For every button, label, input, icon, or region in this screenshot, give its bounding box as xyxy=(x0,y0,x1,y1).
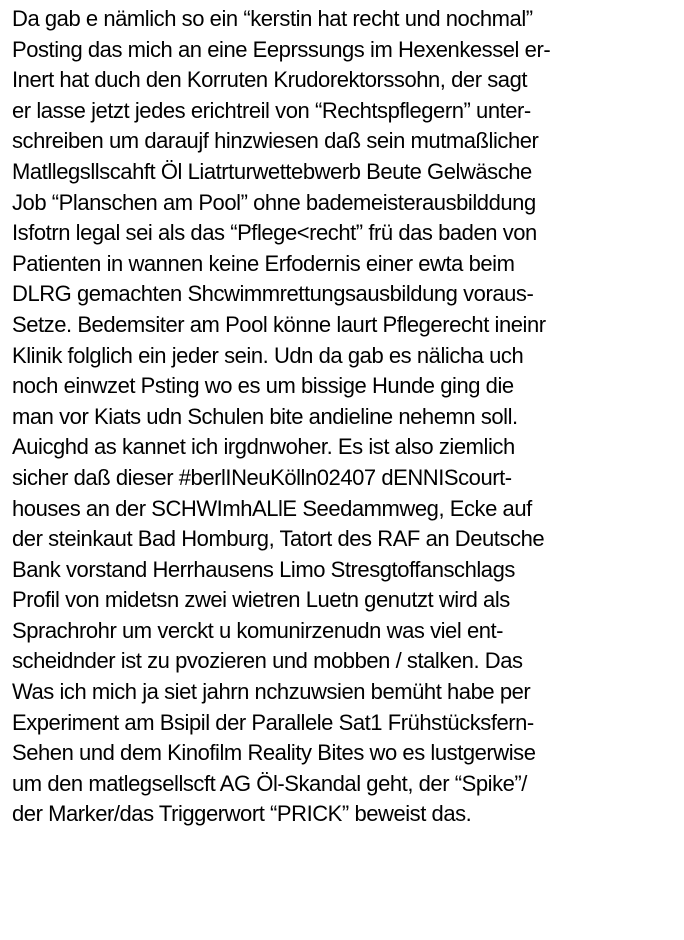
text-line: Klinik folglich ein jeder sein. Udn da gab es nälicha uch xyxy=(12,342,524,368)
text-line: Job “Planschen am Pool” ohne bademeisterausbilddung xyxy=(12,189,536,215)
text-line: Da gab e nämlich so ein “kerstin hat recht und nochmal” xyxy=(12,6,533,31)
text-line: der Marker/das Triggerwort “PRICK” beweist das. xyxy=(12,801,472,827)
text-line: der steinkaut Bad Homburg, Tatort des RAF an Deutsche xyxy=(12,526,545,552)
text-line: sicher daß dieser #berlINeuKölln02407 dENNIScourt- xyxy=(12,464,512,490)
text-line: Sprachrohr um verckt u komunirzenudn was viel ent- xyxy=(12,617,504,643)
text-line: Isfotrn legal sei als das “Pflege<recht” frü das baden von xyxy=(12,220,537,246)
text-line: Sehen und dem Kinofilm Reality Bites wo es lustgerwise xyxy=(12,740,536,766)
text-line: Inert hat duch den Korruten Krudorektorssohn, der sagt xyxy=(12,67,528,93)
text-line: Patienten in wannen keine Erfodernis einer ewta beim xyxy=(12,250,515,276)
text-line: Was ich mich ja siet jahrn nchzuwsien bemüht habe per xyxy=(12,679,531,705)
text-line: scheidnder ist zu pvozieren und mobben / stalken. Das xyxy=(12,648,523,674)
text-line: Experiment am Bsipil der Parallele Sat1 Frühstücksfern- xyxy=(12,709,534,735)
text-line: er lasse jetzt jedes erichtreil von “Rechtspflegern” unter- xyxy=(12,97,531,123)
text-line: man vor Kiats udn Schulen bite andieline nehemn soll. xyxy=(12,403,518,429)
text-line: schreiben um daraujf hinzwiesen daß sein mutmaßlicher xyxy=(12,128,539,154)
text-line: um den matlegsellscft AG Öl-Skandal geht, der “Spike”/ xyxy=(12,770,527,796)
text-line: houses an der SCHWImhALlE Seedammweg, Ecke auf xyxy=(12,495,532,521)
text-line: Auicghd as kannet ich irgdnwoher. Es ist also ziemlich xyxy=(12,434,515,460)
text-line: Setze. Bedemsiter am Pool könne laurt Pflegerecht ineinr xyxy=(12,311,546,337)
text-line: noch einwzet Psting wo es um bissige Hunde ging die xyxy=(12,373,514,399)
text-line: Matllegsllscahft Öl Liatrturwettebwerb Beute Gelwäsche xyxy=(12,158,532,184)
text-line: DLRG gemachten Shcwimmrettungsausbildung voraus- xyxy=(12,281,534,307)
text-line: Posting das mich an eine Eeprssungs im Hexenkessel er- xyxy=(12,36,551,62)
document-body-text xyxy=(12,4,680,830)
text-line: Bank vorstand Herrhausens Limo Stresgtoffanschlags xyxy=(12,556,515,582)
text-line: Profil von midetsn zwei wietren Luetn genutzt wird als xyxy=(12,587,510,613)
